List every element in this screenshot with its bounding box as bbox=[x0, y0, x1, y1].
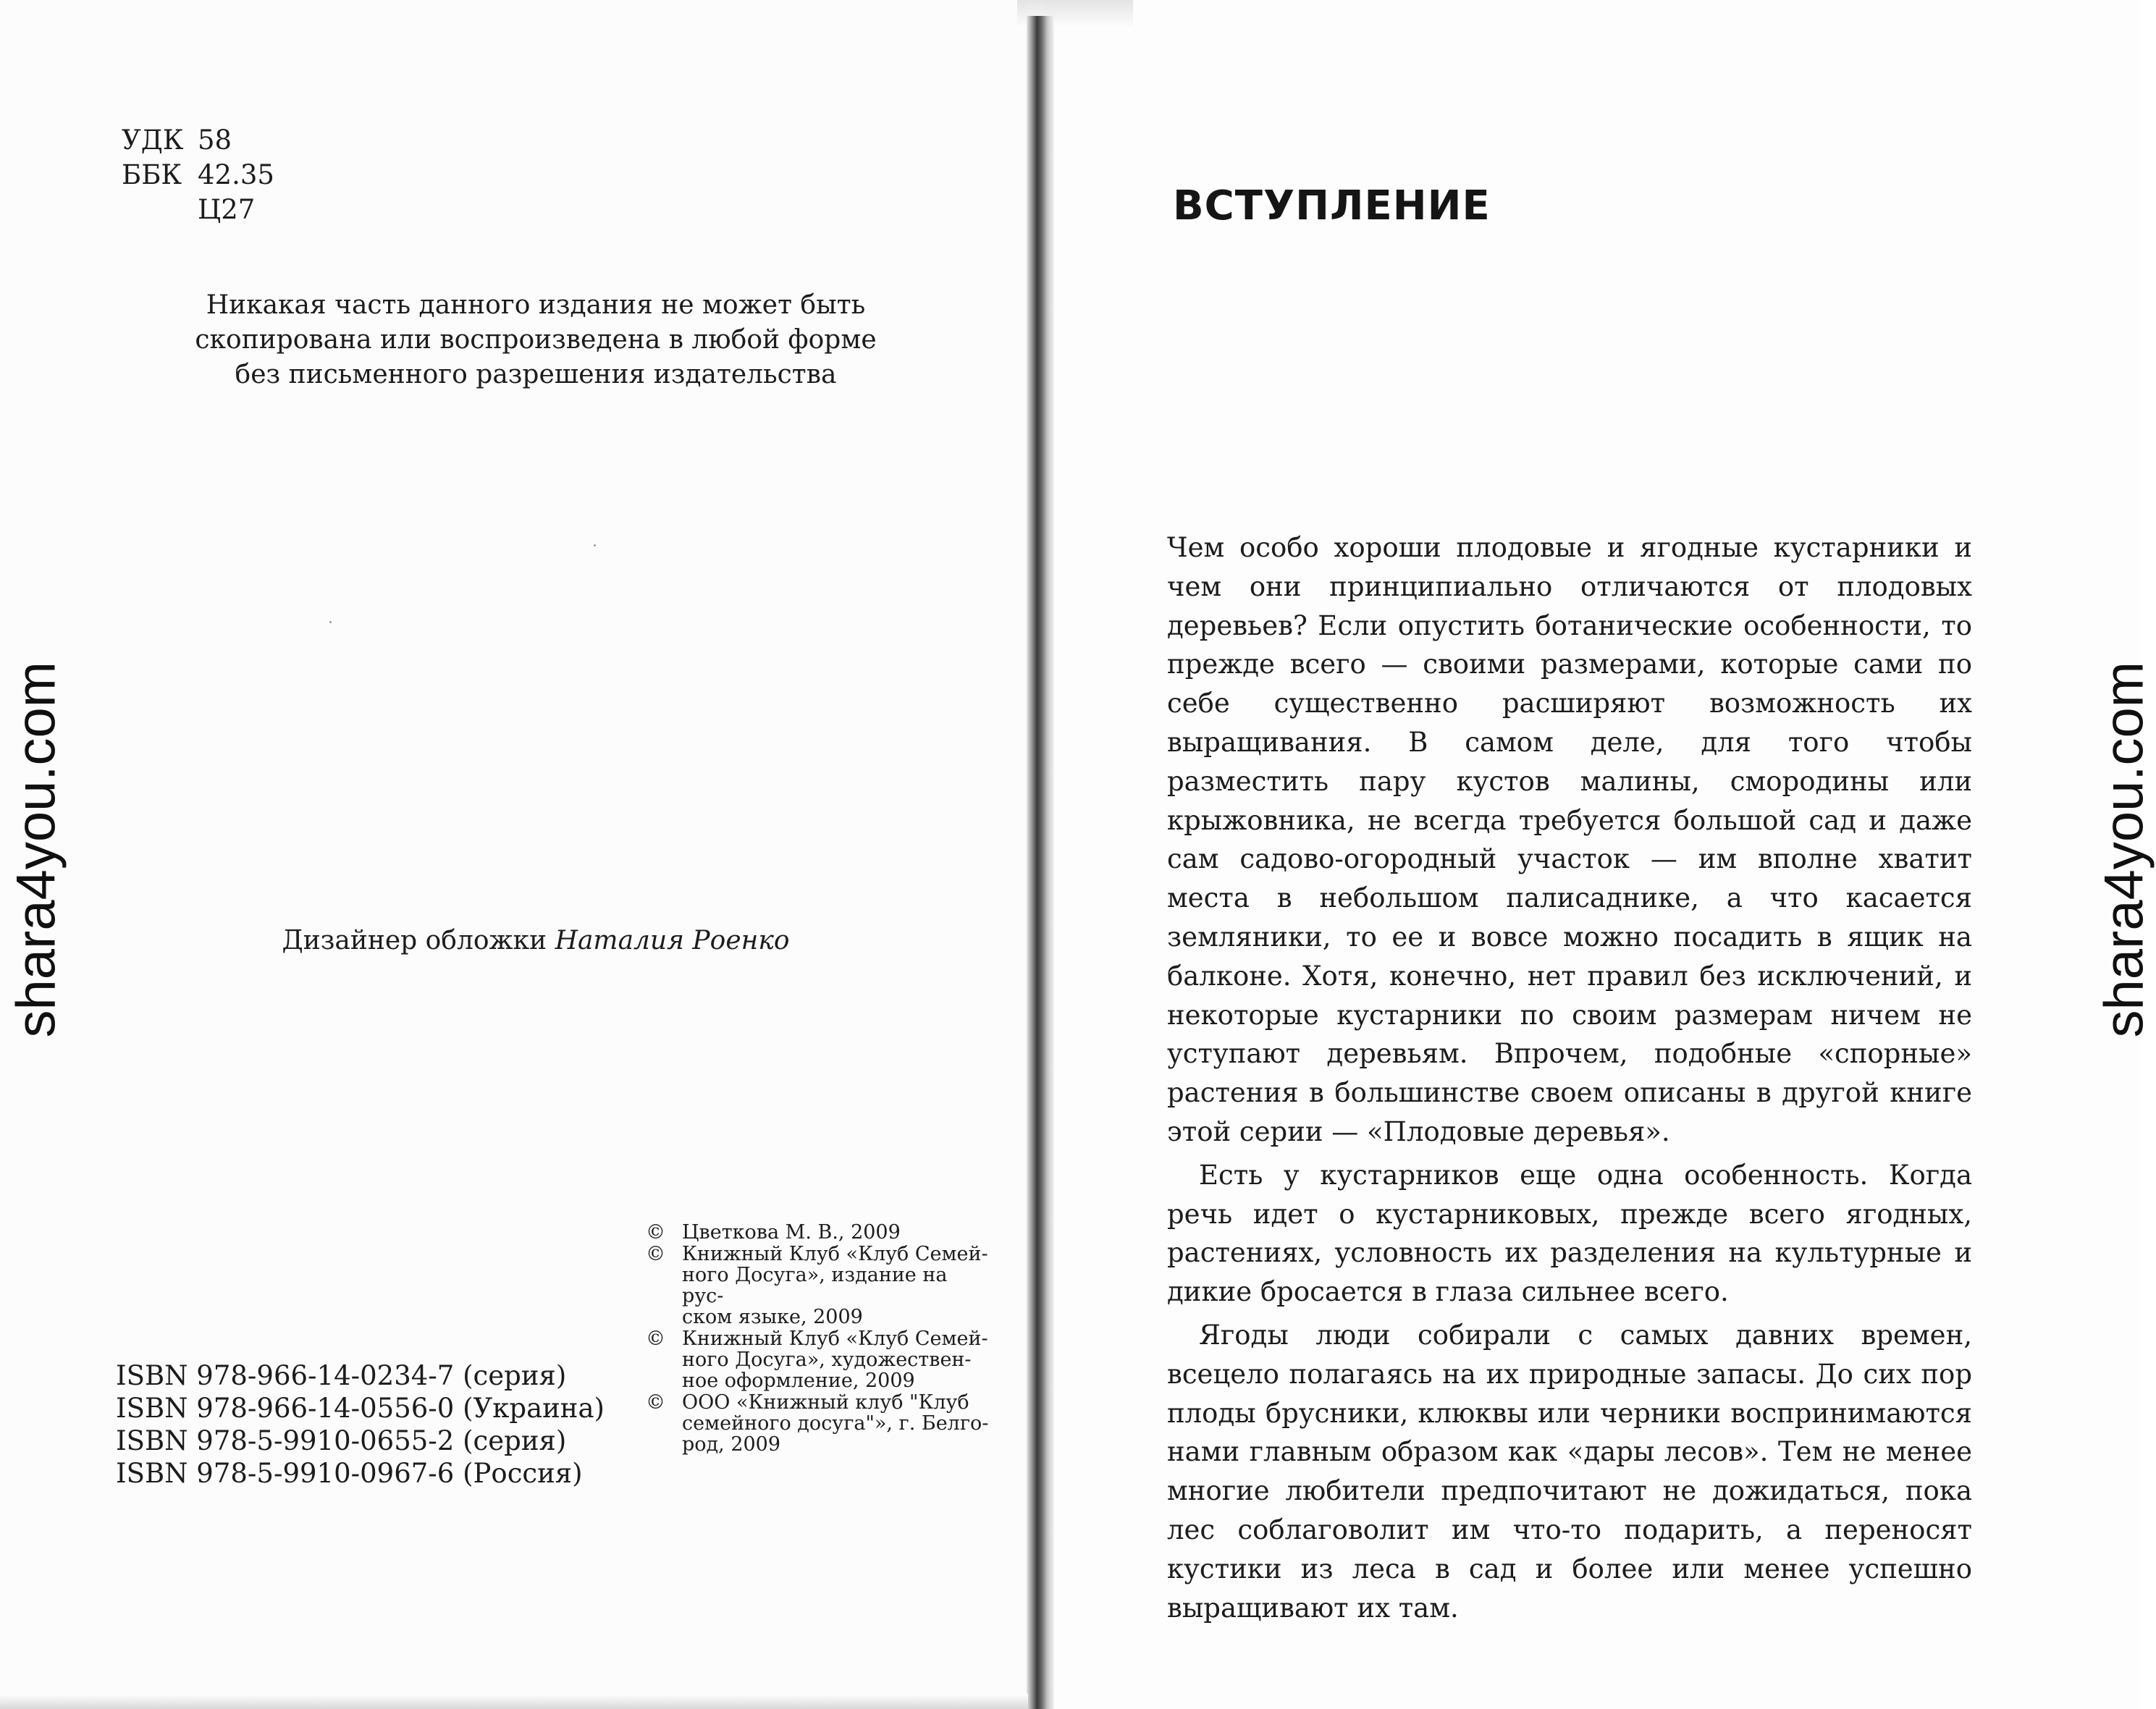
notice-line: без письменного разрешения издательства bbox=[235, 360, 837, 389]
copyright-symbol: © bbox=[646, 1221, 665, 1244]
paragraph: Чем особо хороши плодовые и ягодные кустарники и чем они принципиально отличаются от плодовых деревьев? Если опустить ботанические особенности, то прежде всего — своими размерами, которые сами по себе существенно расширяют возможность их выращивания. В самом деле, для того чтобы разместить пару кустов малины, смородины или крыжовника, не всегда требуется большой сад и даже сам садово-огородный участок — им вполне хватит места в небольшом палисаднике, а что касается земляники, то ее и вовсе можно посадить в ящик на балконе. Хотя, конечно, нет правил без исключений, и некоторые кустарники по своим размерам ничем не уступают деревьям. Впрочем, подобные «спорные» растения в большинстве своем описаны в другой книге этой серии — «Плодовые деревья». bbox=[1167, 532, 1972, 1147]
copyright-line: Книжный Клуб «Клуб Семей- bbox=[682, 1328, 988, 1350]
isbn-line: ISBN 978-5-9910-0655-2 (серия) bbox=[116, 1425, 567, 1456]
paragraph: Ягоды люди собирали с самых давних времен, всецело полагаясь на их природные запасы. До сих пор плоды брусники, клюквы или черники воспринимаются нами главным образом как «дары лесов». Тем не менее многие любители предпочитают не дожидаться, пока лес соблаговолит им что-то подарить, а переносят кустики из леса в сад и более или менее успешно выращивают их там. bbox=[1167, 1319, 1972, 1624]
designer-label: Дизайнер обложки bbox=[282, 926, 547, 955]
scan-speck bbox=[594, 544, 596, 547]
copyright-line: Цветкова М. В., 2009 bbox=[682, 1221, 901, 1244]
copyright-item bbox=[646, 1244, 993, 1328]
copyright-line: ООО «Книжный клуб "Клуб bbox=[682, 1391, 969, 1414]
copyright-holders bbox=[646, 1222, 993, 1456]
copyright-item bbox=[646, 1392, 993, 1455]
copyright-symbol: © bbox=[646, 1243, 665, 1265]
classification-value: 42.35 bbox=[198, 159, 274, 190]
classification-block bbox=[122, 123, 274, 227]
classification-value: 58 bbox=[198, 125, 232, 156]
book-gutter bbox=[1027, 16, 1054, 1709]
copyright-line: ное оформление, 2009 bbox=[682, 1370, 915, 1392]
notice-line: скопирована или воспроизведена в любой форме bbox=[195, 325, 877, 355]
copyright-item bbox=[646, 1222, 993, 1243]
page-bottom-shadow bbox=[0, 1694, 1028, 1709]
classification-row bbox=[122, 193, 274, 227]
chapter-heading: ВСТУПЛЕНИЕ bbox=[1173, 182, 1491, 229]
isbn-line: ISBN 978-966-14-0556-0 (Украина) bbox=[116, 1393, 605, 1424]
copyright-symbol: © bbox=[646, 1391, 665, 1414]
classification-key: ББК bbox=[122, 159, 182, 190]
isbn-line: ISBN 978-966-14-0234-7 (серия) bbox=[116, 1360, 567, 1391]
classification-key bbox=[122, 193, 198, 227]
copyright-line: Книжный Клуб «Клуб Семей- bbox=[682, 1243, 988, 1265]
copyright-line: ного Досуга», издание на рус- bbox=[682, 1264, 948, 1307]
watermark-left: shara4you.com bbox=[5, 661, 67, 1038]
isbn-line: ISBN 978-5-9910-0967-6 (Россия) bbox=[116, 1458, 583, 1489]
paragraph: Есть у кустарников еще одна особенность. Когда речь идет о кустарниковых, прежде всего ягодных, растениях, условность их разделения на культурные и дикие бросается в глаза сильнее всего. bbox=[1167, 1159, 1972, 1308]
chapter-body bbox=[1167, 528, 1972, 1627]
watermark-right: shara4you.com bbox=[2093, 661, 2155, 1038]
copyright-symbol: © bbox=[646, 1328, 665, 1350]
copyright-notice bbox=[174, 288, 898, 392]
classification-row bbox=[122, 158, 274, 193]
designer-name: Наталия Роенко bbox=[555, 926, 790, 955]
copyright-line: род, 2009 bbox=[682, 1433, 781, 1456]
cover-designer-credit bbox=[174, 924, 898, 958]
isbn-block bbox=[116, 1359, 605, 1490]
copyright-line: ском языке, 2009 bbox=[682, 1306, 863, 1328]
notice-line: Никакая часть данного издания не может быть bbox=[206, 290, 866, 320]
classification-value: Ц27 bbox=[198, 194, 256, 225]
copyright-line: ного Досуга», художествен- bbox=[682, 1349, 972, 1371]
classification-row bbox=[122, 123, 274, 158]
classification-key: УДК bbox=[122, 125, 184, 156]
copyright-item bbox=[646, 1328, 993, 1391]
copyright-line: семейного досуга"», г. Белго- bbox=[682, 1412, 989, 1435]
scan-speck bbox=[329, 621, 332, 623]
